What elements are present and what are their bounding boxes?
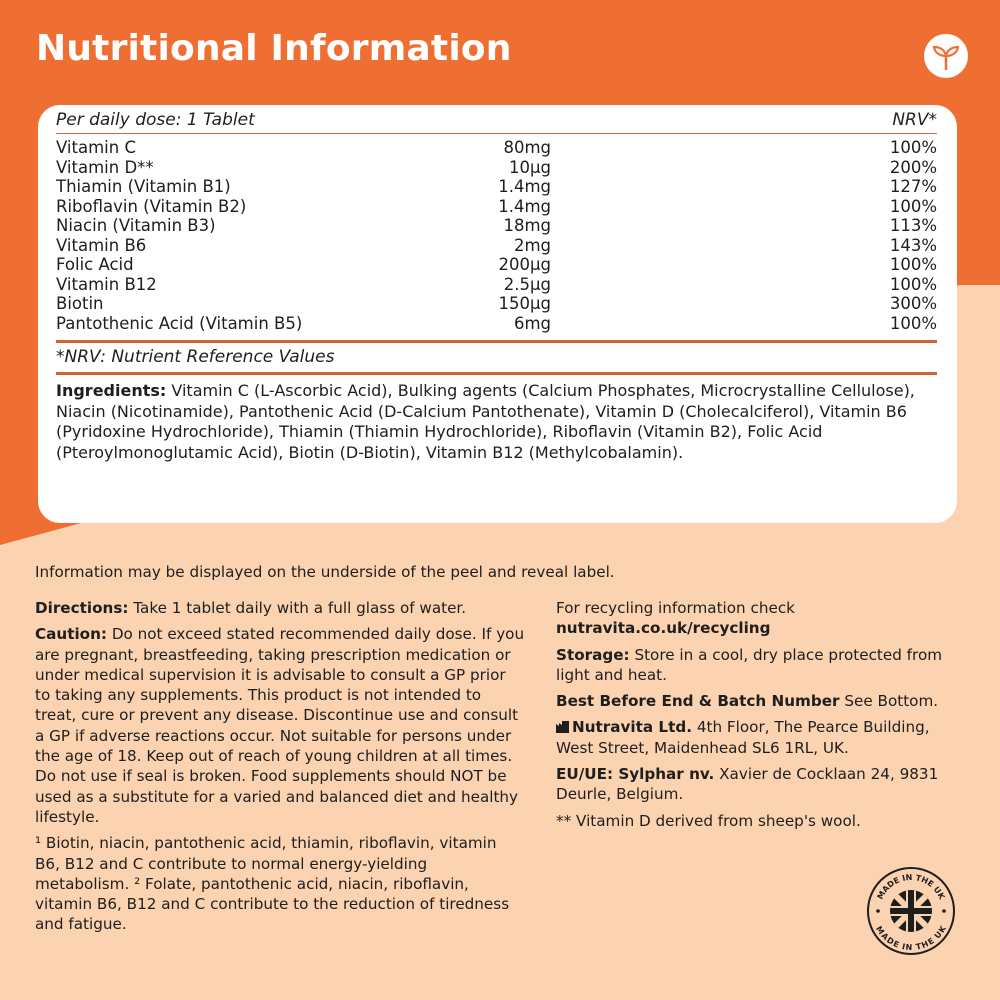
left-column: [35, 598, 525, 941]
table-row: Vitamin B12 2.5µg 100%: [56, 274, 937, 294]
right-column: [556, 598, 956, 837]
table-row: Riboflavin (Vitamin B2) 1.4mg 100%: [56, 196, 937, 216]
directions: Directions: Take 1 tablet daily with a full glass of water.: [35, 599, 467, 617]
nrv-footnote: *NRV: Nutrient Reference Values: [56, 340, 937, 375]
vitamin-d-note: ** Vitamin D derived from sheep's wool.: [556, 811, 861, 830]
union-jack-icon: [866, 866, 956, 956]
caution: Caution: Do not exceed stated recommended daily dose. If you are pregnant, breastfeeding, taking prescription medication or under medical supervision it is advisable to consult a GP prior to taking any supplements. This product is not intended to treat, cure or prevent any disease. Discontinue use and consult a GP if adverse reactions occur. Not suitable for persons under the age of 18. Keep out of reach of young children at all times. Do not use if seal is broken. Food supplements should NOT be used as a substitute for a varied and balanced diet and healthy lifestyle.: [35, 625, 525, 826]
health-claims-footnote: ¹ Biotin, niacin, pantothenic acid, thiamin, riboflavin, vitamin B6, B12 and C contribute to normal energy-yielding metabolism. ² Folate, pantothenic acid, niacin, riboflavin, vitamin B6, B12 and C contribute to the reduction of tiredness and fatigue.: [35, 834, 510, 934]
svg-text:MADE IN THE UK: MADE IN THE UK: [875, 872, 947, 901]
table-row: Thiamin (Vitamin B1) 1.4mg 127%: [56, 177, 937, 196]
storage: Storage: Store in a cool, dry place protected from light and heat.: [556, 645, 943, 684]
table-row: Vitamin C 80mg 100%: [56, 138, 937, 157]
table-row: Biotin 150µg 300%: [56, 294, 937, 313]
nutrition-card: [38, 105, 957, 523]
factory-icon: [556, 718, 569, 730]
table-row: Vitamin B6 2mg 143%: [56, 235, 937, 255]
recycling-link[interactable]: nutravita.co.uk/recycling: [556, 619, 771, 638]
table-row: Pantothenic Acid (Vitamin B5) 6mg 100%: [56, 313, 937, 333]
table-row: Vitamin D** 10µg 200%: [56, 157, 937, 177]
info-line: Information may be displayed on the underside of the peel and reveal label.: [35, 563, 615, 581]
ingredients-label: Ingredients:: [56, 381, 167, 400]
manufacturer: Nutravita Ltd. 4th Floor, The Pearce Building, West Street, Maidenhead SL6 1RL, UK.: [556, 718, 930, 757]
ingredients-text: Ingredients: Vitamin C (L-Ascorbic Acid), Bulking agents (Calcium Phosphates, Microcrystalline Cellulose), Niacin (Nicotinamide), Pantothenic Acid (D-Calcium Pantothenate), Vitamin D (Cholecalciferol), Vitamin B6 (Pyridoxine Hydrochloride), Thiamin (Thiamin Hydrochloride), Riboflavin (Vitamin B2), Folic Acid (Pteroylmonoglutamic Acid), Biotin (D-Biotin), Vitamin B12 (Methylcobalamin).: [56, 381, 915, 462]
leaf-sprout-icon: [924, 34, 968, 78]
svg-text:MADE IN THE UK: MADE IN THE UK: [874, 924, 948, 953]
nutrient-table: [56, 134, 937, 333]
recycling-info: For recycling information check nutravita.co.uk/recycling: [556, 599, 795, 638]
table-row: Niacin (Vitamin B3) 18mg 113%: [56, 216, 937, 235]
eu-representative: EU/UE: Sylphar nv. Xavier de Cocklaan 24, 9831 Deurle, Belgium.: [556, 765, 939, 804]
dose-label: Per daily dose: 1 Tablet: [56, 110, 255, 130]
nrv-header: NRV*: [892, 110, 937, 130]
table-header: [56, 105, 937, 134]
table-row: Folic Acid 200µg 100%: [56, 255, 937, 274]
best-before: Best Before End & Batch Number See Bottom.: [556, 692, 939, 711]
made-in-uk-badge: [866, 866, 956, 956]
page-title: Nutritional Information: [36, 28, 512, 69]
